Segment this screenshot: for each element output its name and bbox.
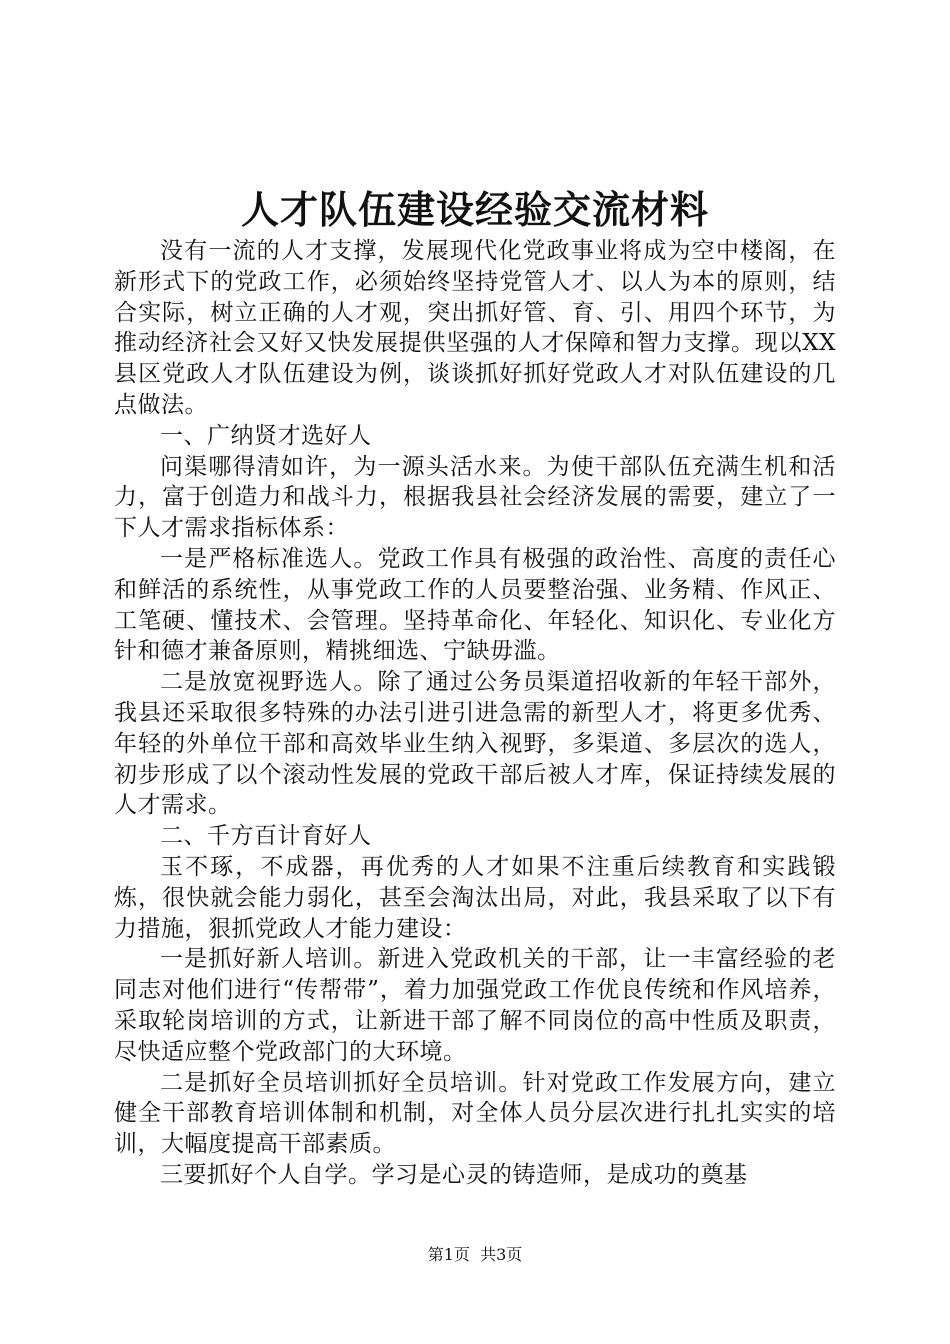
paragraph-2-point-2: 二是抓好全员培训抓好全员培训。针对党政工作发展方向，建立健全干部教育培训体制和机制，对全体人员分层次进行扎扎实实的培训，大幅度提高干部素质。 xyxy=(114,1069,836,1158)
page-number-total: 共3页 xyxy=(480,1245,523,1264)
footer-separator xyxy=(470,1245,480,1264)
paragraph-1-point-2: 二是放宽视野选人。除了通过公务员渠道招收新的年轻干部外，我县还采取很多特殊的办法引进引进急需的新型人才，将更多优秀、年轻的外单位干部和高效毕业生纳入视野，多渠道、多层次的选人，初步形成了以个滚动性发展的党政干部后被人才库，保证持续发展的人才需求。 xyxy=(114,669,836,819)
paragraph-2-intro: 玉不琢，不成器，再优秀的人才如果不注重后续教育和实践锻炼，很快就会能力弱化，甚至会淘汰出局，对此，我县采取了以下有力措施，狠抓党政人才能力建设： xyxy=(114,853,836,942)
page-number-current: 第1页 xyxy=(427,1245,470,1264)
paragraph-2-point-1: 一是抓好新人培训。新进入党政机关的干部，让一丰富经验的老同志对他们进行“传帮带”，着力加强党政工作优良传统和作风培养，采取轮岗培训的方式，让新进干部了解不同岗位的高中性质及职责，尽快适应整个党政部门的大环境。 xyxy=(114,946,836,1065)
paragraph-1-point-1: 一是严格标准选人。党政工作具有极强的政治性、高度的责任心和鲜活的系统性，从事党政工作的人员要整治强、业务精、作风正、工笔硬、懂技术、会管理。坚持革命化、年轻化、知识化、专业化方针和德才兼备原则，精挑细选、宁缺毋滥。 xyxy=(114,545,836,665)
page-footer xyxy=(0,1244,950,1266)
document-body xyxy=(114,236,836,1191)
paragraph-2-point-3: 三要抓好个人自学。学习是心灵的铸造师，是成功的奠基 xyxy=(160,1161,748,1188)
document-title: 人才队伍建设经验交流材料 xyxy=(240,188,709,232)
paragraph-intro: 没有一流的人才支撑，发展现代化党政事业将成为空中楼阁，在新形式下的党政工作，必须始终坚持党管人才、以人为本的原则，结合实际，树立正确的人才观，突出抓好管、育、引、用四个环节，为推动经济社会又好又快发展提供坚强的人才保障和智力支撑。现以XX县区党政人才队伍建设为例，谈谈抓好抓好党政人才对队伍建设的几点做法。 xyxy=(114,238,836,418)
section-heading-1: 一、广纳贤才选好人 xyxy=(160,422,372,449)
section-heading-2: 二、千方百计育好人 xyxy=(160,823,372,850)
paragraph-1-intro: 问渠哪得清如许，为一源头活水来。为使干部队伍充满生机和活力，富于创造力和战斗力，根据我县社会经济发展的需要，建立了一下人才需求指标体系： xyxy=(114,453,836,542)
